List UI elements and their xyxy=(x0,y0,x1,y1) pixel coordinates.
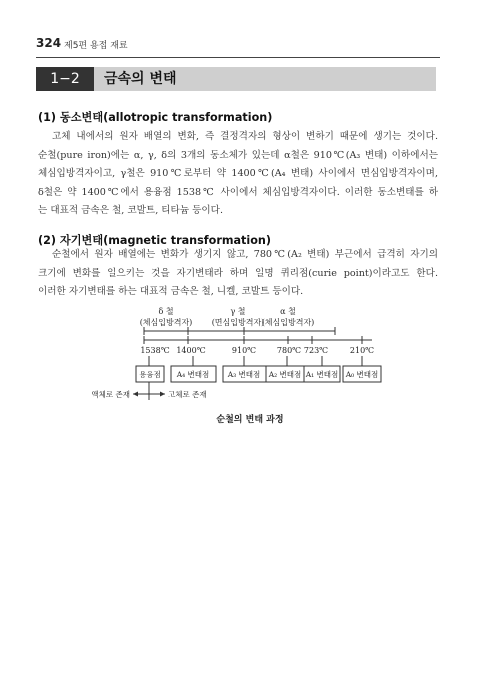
temperature-label: 210℃ xyxy=(349,346,375,355)
header-rule xyxy=(36,57,440,58)
section-banner xyxy=(36,67,436,91)
phase-name-delta: δ 철 xyxy=(158,307,174,316)
paragraph-line: 고체 내에서의 원자 배열의 변화, 즉 결정격자의 형상이 변하기 때문에 생기는 것이다. xyxy=(52,131,438,142)
running-title: 제5편 용접 재료 xyxy=(64,41,128,51)
subsection-heading-magnetic: (2) 자기변태(magnetic transformation) xyxy=(38,234,271,247)
left-arrow-icon xyxy=(133,392,138,397)
section-title: 금속의 변태 xyxy=(104,71,177,87)
phase-name-alpha: α 철 xyxy=(280,307,296,316)
paragraph-line: 크기에 변화를 일으키는 것을 자기변태라 하며 일명 퀴리점(curie point)이라고도 한다. xyxy=(38,267,438,279)
phase-structure-gamma: (면심입방격자) xyxy=(211,318,265,327)
phase-structure-delta: (체심입방격자) xyxy=(139,318,193,327)
point-label: A₃ 변태점 xyxy=(227,370,261,379)
paragraph-line: 순철(pure iron)에는 α, γ, δ의 3개의 동소체가 있는데 α철은 910℃(A₃ 변태) 이하에서는 xyxy=(38,149,438,161)
paragraph-allotropic xyxy=(38,128,438,221)
paragraph-line: δ철은 약 1400℃에서 용융점 1538℃ 사이에서 체심입방격자이다. 이러한 동소변태를 하 xyxy=(38,186,438,198)
liquid-label: 액체로 존재 xyxy=(91,390,130,399)
paragraph-line: 순철에서 원자 배열에는 변화가 생기지 않고, 780℃(A₂ 변태) 부근에서 급격히 자기의 xyxy=(52,249,438,260)
point-label: A₂ 변태점 xyxy=(268,370,302,379)
subsection-heading-allotropic: (1) 동소변태(allotropic transformation) xyxy=(38,111,273,124)
paragraph-line: 체심입방격자이고, γ철은 910℃로부터 약 1400℃(A₄ 변태) 사이에서 면심입방격자이며, xyxy=(38,168,438,180)
temperature-label: 723℃ xyxy=(303,346,329,355)
paragraph-line: 는 대표적 금속은 철, 코발트, 티타늄 등이다. xyxy=(38,205,223,217)
temperature-label: 1400℃ xyxy=(176,346,206,355)
transformation-diagram xyxy=(0,300,500,410)
phase-structure-alpha: (체심입방격자) xyxy=(261,318,315,327)
page-number: 324 xyxy=(36,36,62,50)
temperature-label: 910℃ xyxy=(231,346,257,355)
phase-name-gamma: γ 철 xyxy=(230,307,246,316)
temperature-label: 780℃ xyxy=(276,346,302,355)
paragraph-line: 이러한 자기변태를 하는 대표적 금속은 철, 니켈, 코발트 등이다. xyxy=(38,286,304,298)
paragraph-magnetic xyxy=(38,246,438,302)
point-label: A₁ 변태점 xyxy=(305,370,339,379)
point-label: A₄ 변태점 xyxy=(176,370,210,379)
temperature-label: 1538℃ xyxy=(140,346,170,355)
point-label: 용융점 xyxy=(139,370,161,379)
point-label: A₀ 변태점 xyxy=(345,370,379,379)
figure-caption: 순철의 변태 과정 xyxy=(216,415,284,425)
solid-label: 고체로 존재 xyxy=(168,390,207,399)
right-arrow-icon xyxy=(160,392,165,397)
section-number: 1−2 xyxy=(36,67,94,91)
